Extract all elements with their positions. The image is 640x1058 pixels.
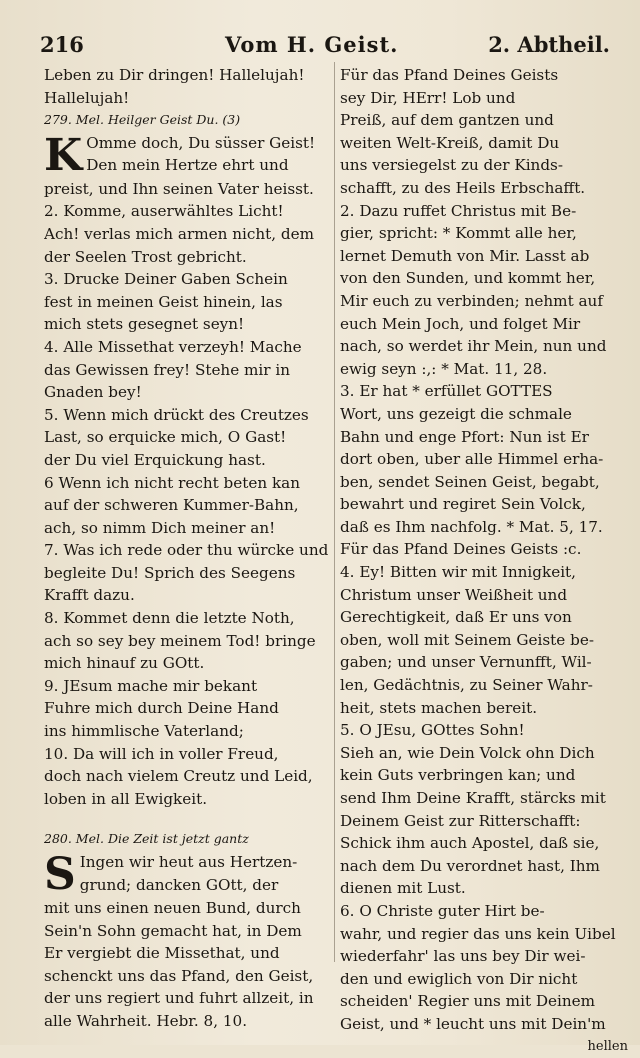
text-line: 10. Da will ich in voller Freud, (44, 744, 279, 763)
text-line: schenckt uns das Pfand, den Geist, (44, 966, 314, 985)
text-line: grund; dancken GOtt, der (79, 875, 279, 894)
text-line: Gnaden bey! (44, 383, 142, 402)
text-line: 9. JEsum mache mir bekant (44, 676, 258, 695)
text-line: weiten Welt-Kreiß, damit Du (340, 133, 560, 152)
hymn-opening (44, 851, 332, 897)
text-line: len, Gedächtnis, zu Seiner Wahr- (340, 676, 593, 695)
text-line: Für das Pfand Deines Geists (340, 66, 559, 84)
text-line: der Seelen Trost gebricht. (44, 247, 247, 266)
text-line: der uns regiert und fuhrt allzeit, in (44, 989, 314, 1008)
text-line: 2. Dazu ruffet Christus mit Be- (340, 201, 577, 220)
text-line: Leben zu Dir dringen! Hallelujah! (44, 66, 305, 84)
text-line: dort oben, uber alle Himmel erha- (340, 450, 604, 469)
text-line: scheiden' Regier uns mit Deinem (340, 992, 596, 1011)
text-line: 4. Ey! Bitten wir mit Innigkeit, (340, 563, 576, 582)
hymn-heading: 279. Mel. Heilger Geist Du. (3) (44, 112, 241, 128)
text-line: 6 Wenn ich nicht recht beten kan (44, 473, 300, 492)
text-line: nach dem Du verordnet hast, Ihm (340, 856, 600, 875)
text-line: heit, stets machen bereit. (340, 698, 538, 717)
text-line: Bahn und enge Pfort: Nun ist Er (340, 427, 589, 446)
text-line: Fuhre mich durch Deine Hand (44, 699, 279, 718)
text-line: Für das Pfand Deines Geists :c. (340, 540, 582, 559)
text-line: 8. Kommet denn die letzte Noth, (44, 609, 295, 628)
text-line: Wort, uns gezeigt die schmale (340, 404, 572, 423)
text-line: euch Mein Joch, und folget Mir (340, 314, 581, 333)
drop-cap-letter: S (44, 851, 76, 897)
text-line: das Gewissen frey! Stehe mir in (44, 360, 291, 379)
text-line: mit uns einen neuen Bund, durch (44, 899, 301, 917)
text-line: ewig seyn :,: * Mat. 11, 28. (340, 359, 548, 378)
text-line: Gerechtigkeit, daß Er uns von (340, 608, 572, 627)
text-line: auf der schweren Kummer-Bahn, (44, 496, 299, 515)
page-number: 216 (40, 32, 84, 57)
text-line: sey Dir, HErr! Lob und (340, 88, 516, 107)
text-line: Krafft dazu. (44, 586, 135, 605)
text-line: 2. Komme, auserwähltes Licht! (44, 202, 284, 221)
text-line: lernet Demuth von Mir. Lasst ab (340, 246, 590, 265)
text-line: mich stets gesegnet seyn! (44, 315, 245, 334)
text-line: begleite Du! Sprich des Seegens (44, 563, 296, 582)
text-line: Last, so erquicke mich, O Gast! (44, 428, 287, 447)
text-line: daß es Ihm nachfolg. * Mat. 5, 17. (340, 517, 603, 536)
drop-cap-letter: K (44, 131, 83, 178)
text-line: 6. O Christe guter Hirt be- (340, 901, 545, 920)
text-line: wiederfahr' las uns bey Dir wei- (340, 947, 586, 966)
left-column (44, 64, 332, 1033)
text-line: ben, sendet Seinen Geist, begabt, (340, 472, 600, 491)
text-line: hellen (587, 1038, 628, 1054)
text-line: Den mein Hertze ehrt und (86, 156, 289, 175)
text-line: 5. O JEsu, GOttes Sohn! (340, 721, 525, 740)
text-line: 3. Er hat * erfüllet GOTTES (340, 382, 553, 401)
text-line: von den Sunden, und kommt her, (340, 269, 596, 288)
text-line: nach, so werdet ihr Mein, nun und (340, 337, 607, 356)
text-line: Sein'n Sohn gemacht hat, in Dem (44, 921, 302, 940)
text-line: Geist, und * leucht uns mit Dein'm (340, 1014, 606, 1033)
text-line: fest in meinen Geist hinein, las (44, 292, 283, 311)
text-line: gier, spricht: * Kommt alle her, (340, 224, 577, 243)
text-line: kein Guts verbringen kan; und (340, 766, 576, 785)
section-label: 2. Abtheil. (488, 32, 610, 57)
text-line: schafft, zu des Heils Erbschafft. (340, 178, 586, 197)
text-line: 7. Was ich rede oder thu würcke und (44, 541, 329, 560)
text-line: gaben; und unser Vernunfft, Wil- (340, 653, 592, 672)
text-line: doch nach vielem Creutz und Leid, (44, 767, 313, 786)
text-line: Er vergiebt die Missethat, und (44, 944, 280, 963)
text-line: dienen mit Lust. (340, 879, 466, 898)
text-line: 3. Drucke Deiner Gaben Schein (44, 270, 288, 289)
text-line: alle Wahrheit. Hebr. 8, 10. (44, 1011, 248, 1030)
text-line: Deinem Geist zur Ritterschafft: (340, 811, 581, 830)
text-line: oben, woll mit Seinem Geiste be- (340, 630, 594, 649)
text-line: Christum unser Weißheit und (340, 585, 568, 604)
spacer (44, 810, 332, 828)
text-line: Ach! verlas mich armen nicht, dem (44, 224, 315, 243)
text-line: ach so sey bey meinem Tod! bringe (44, 631, 316, 650)
text-line: Preiß, auf dem gantzen und (340, 111, 554, 130)
text-line: mich hinauf zu GOtt. (44, 654, 205, 673)
text-line: loben in all Ewigkeit. (44, 789, 208, 808)
text-line: Omme doch, Du süsser Geist! (86, 133, 316, 152)
text-line: 4. Alle Missethat verzeyh! Mache (44, 337, 302, 356)
text-line: bewahrt und regiret Sein Volck, (340, 495, 586, 514)
text-line: der Du viel Erquickung hast. (44, 450, 266, 469)
running-title: Vom H. Geist. (225, 32, 399, 57)
text-line: preist, und Ihn seinen Vater heisst. (44, 179, 314, 198)
text-line: Ingen wir heut aus Hertzen- (79, 853, 298, 871)
text-line: 5. Wenn mich drückt des Creutzes (44, 405, 309, 424)
text-line: ach, so nimm Dich meiner an! (44, 518, 276, 537)
text-line: den und ewiglich von Dir nicht (340, 969, 578, 988)
right-column (340, 64, 628, 1058)
text-line: Sieh an, wie Dein Volck ohn Dich (340, 743, 595, 762)
hymn-opening (44, 132, 332, 178)
hymn-heading: 280. Mel. Die Zeit ist jetzt gantz (44, 831, 249, 847)
text-line: Mir euch zu verbinden; nehmt auf (340, 291, 603, 310)
text-line: send Ihm Deine Krafft, stärcks mit (340, 789, 606, 807)
text-line: Hallelujah! (44, 88, 130, 107)
text-line: uns versiegelst zu der Kinds- (340, 156, 563, 175)
page-header (40, 28, 610, 62)
text-line: wahr, und regier das uns kein Uibel (340, 924, 616, 943)
text-line: ins himmlische Vaterland; (44, 722, 244, 741)
column-divider (334, 62, 335, 962)
text-line: Schick ihm auch Apostel, daß sie, (340, 834, 600, 853)
